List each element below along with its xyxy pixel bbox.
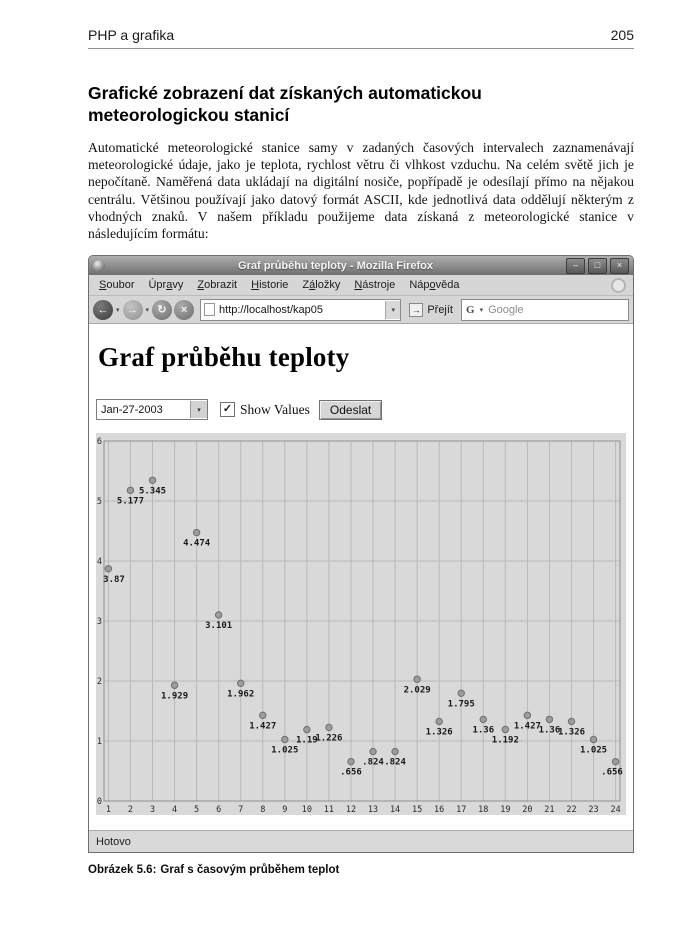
svg-text:3.101: 3.101 bbox=[205, 621, 233, 632]
svg-text:12: 12 bbox=[345, 805, 357, 816]
menu-soubor[interactable]: Soubor bbox=[99, 279, 135, 292]
menu-nastroje[interactable]: Nástroje bbox=[354, 279, 396, 292]
figure-caption-text: Graf s časovým průběhem teplot bbox=[160, 864, 340, 877]
go-button[interactable] bbox=[403, 301, 459, 319]
svg-text:1.36: 1.36 bbox=[472, 725, 495, 736]
menu-napoveda[interactable]: Nápověda bbox=[409, 279, 460, 292]
svg-text:1.962: 1.962 bbox=[227, 689, 255, 700]
svg-text:4.474: 4.474 bbox=[183, 538, 211, 549]
svg-text:18: 18 bbox=[478, 805, 489, 816]
book-page bbox=[88, 0, 634, 876]
svg-text:5.177: 5.177 bbox=[116, 496, 145, 507]
svg-text:.824: .824 bbox=[384, 757, 406, 768]
svg-text:0: 0 bbox=[96, 797, 102, 808]
svg-text:1.427: 1.427 bbox=[249, 721, 277, 732]
svg-text:.656: .656 bbox=[601, 768, 623, 779]
svg-text:7: 7 bbox=[238, 805, 244, 816]
svg-text:.656: .656 bbox=[340, 768, 362, 779]
webpage-controls bbox=[96, 399, 626, 420]
svg-text:5: 5 bbox=[96, 497, 102, 508]
forward-history-dropdown-icon[interactable]: ▾ bbox=[145, 306, 150, 314]
firefox-logo-icon bbox=[93, 260, 105, 272]
svg-text:23: 23 bbox=[588, 805, 599, 816]
go-button-label: Přejít bbox=[427, 303, 453, 316]
svg-text:2.029: 2.029 bbox=[403, 685, 431, 696]
menubar-items bbox=[92, 277, 466, 293]
webpage-heading: Graf průběhu teploty bbox=[98, 342, 350, 373]
search-bar[interactable] bbox=[461, 299, 629, 321]
svg-text:3: 3 bbox=[149, 805, 156, 816]
svg-text:1.192: 1.192 bbox=[491, 735, 519, 746]
svg-text:6: 6 bbox=[96, 437, 102, 448]
svg-text:16: 16 bbox=[434, 805, 445, 816]
running-head bbox=[88, 0, 634, 43]
checkmark-icon: ✓ bbox=[222, 403, 233, 416]
svg-text:10: 10 bbox=[301, 805, 312, 816]
url-dropdown-icon[interactable]: ▾ bbox=[385, 301, 400, 319]
svg-text:21: 21 bbox=[544, 805, 555, 816]
go-icon: → bbox=[409, 303, 423, 317]
svg-text:24: 24 bbox=[610, 805, 621, 816]
minimize-button[interactable]: – bbox=[566, 258, 585, 274]
statusbar bbox=[89, 830, 633, 852]
section-title: Grafické zobrazení dat získaných automatickou meteorologickou stanicí bbox=[88, 83, 482, 126]
svg-text:8: 8 bbox=[260, 805, 266, 816]
svg-text:20: 20 bbox=[522, 805, 533, 816]
menu-historie[interactable]: Historie bbox=[251, 279, 289, 292]
svg-text:.824: .824 bbox=[362, 757, 384, 768]
svg-text:11: 11 bbox=[323, 805, 335, 816]
figure-caption-label: Obrázek 5.6: bbox=[88, 864, 157, 877]
svg-text:4: 4 bbox=[96, 557, 102, 568]
svg-text:1: 1 bbox=[105, 805, 111, 816]
throbber-icon bbox=[611, 278, 626, 293]
svg-text:1.795: 1.795 bbox=[447, 699, 475, 710]
svg-text:3.87: 3.87 bbox=[103, 575, 125, 586]
svg-text:1.427: 1.427 bbox=[513, 721, 541, 732]
body-paragraph: Automatické meteorologické stanice samy v zadaných časových intervalech zaznamenávají meteorologické údaje, jako je teplota, rychlost větru či vlhkost vzduchu. Na celém světě jich je nepočítaně. Naměřená data ukládají na digitální nosiče, popřípadě je odesílají přímo na nějakou centrálu. Většinou používají jako datový formát ASCII, kde jednotlivá data oddělují některým z vhodných znaků. V našem příkladu použijeme data získaná z meteorologické stanice v následujícím formátu: bbox=[88, 139, 634, 242]
svg-text:1.36: 1.36 bbox=[538, 725, 561, 736]
date-select[interactable] bbox=[96, 399, 208, 420]
menu-zobrazit[interactable]: Zobrazit bbox=[197, 279, 238, 292]
stop-button[interactable]: × bbox=[174, 300, 194, 320]
url-input[interactable]: http://localhost/kap05 bbox=[219, 303, 323, 316]
svg-text:1.929: 1.929 bbox=[161, 691, 189, 702]
search-input[interactable]: Google bbox=[488, 303, 524, 316]
header-rule bbox=[88, 48, 634, 49]
svg-text:2: 2 bbox=[96, 677, 102, 688]
svg-text:4: 4 bbox=[172, 805, 178, 816]
svg-text:5: 5 bbox=[194, 805, 200, 816]
forward-button[interactable]: → bbox=[123, 300, 143, 320]
svg-text:15: 15 bbox=[412, 805, 423, 816]
svg-text:13: 13 bbox=[367, 805, 379, 816]
svg-text:5.345: 5.345 bbox=[138, 486, 167, 497]
svg-text:1.19: 1.19 bbox=[296, 735, 318, 746]
reload-button[interactable]: ↻ bbox=[152, 300, 172, 320]
svg-text:1.226: 1.226 bbox=[315, 733, 343, 744]
date-select-value: Jan-27-2003 bbox=[101, 403, 163, 416]
running-head-title: PHP a grafika bbox=[88, 27, 175, 43]
svg-text:1.025: 1.025 bbox=[579, 745, 608, 756]
svg-text:1.326: 1.326 bbox=[425, 727, 453, 738]
svg-text:1: 1 bbox=[96, 737, 102, 748]
temperature-chart-svg bbox=[96, 433, 626, 815]
svg-text:9: 9 bbox=[282, 805, 288, 816]
menu-upravy[interactable]: Úpravy bbox=[148, 279, 184, 292]
svg-text:22: 22 bbox=[566, 805, 577, 816]
svg-text:19: 19 bbox=[500, 805, 511, 816]
select-dropdown-icon: ▾ bbox=[190, 401, 207, 418]
svg-text:3: 3 bbox=[96, 617, 102, 628]
nav-toolbar bbox=[89, 296, 633, 324]
close-button[interactable]: × bbox=[610, 258, 629, 274]
svg-text:6: 6 bbox=[216, 805, 222, 816]
status-text: Hotovo bbox=[96, 835, 131, 848]
figure-caption bbox=[88, 864, 634, 876]
google-engine-icon: G bbox=[466, 303, 475, 316]
browser-viewport bbox=[89, 324, 633, 830]
page-number: 205 bbox=[610, 27, 634, 43]
window-title: Graf průběhu teploty - Mozilla Firefox bbox=[238, 259, 433, 272]
menubar bbox=[89, 275, 633, 296]
window-titlebar[interactable] bbox=[89, 256, 633, 275]
page-favicon-icon bbox=[204, 303, 215, 316]
svg-text:14: 14 bbox=[389, 805, 401, 816]
show-values-label: Show Values bbox=[240, 401, 310, 417]
url-bar[interactable] bbox=[200, 299, 401, 321]
show-values-checkbox[interactable] bbox=[220, 402, 235, 417]
svg-text:1.326: 1.326 bbox=[557, 727, 586, 738]
temperature-chart bbox=[96, 433, 626, 815]
maximize-button[interactable]: □ bbox=[588, 258, 607, 274]
svg-text:2: 2 bbox=[127, 805, 134, 816]
menu-zalozky[interactable]: Záložky bbox=[302, 279, 341, 292]
svg-text:1.025: 1.025 bbox=[271, 745, 299, 756]
back-history-dropdown-icon[interactable]: ▾ bbox=[116, 306, 120, 314]
submit-button[interactable]: Odeslat bbox=[319, 400, 382, 420]
back-button[interactable]: ← bbox=[93, 300, 113, 320]
svg-text:17: 17 bbox=[456, 805, 467, 816]
firefox-window bbox=[88, 255, 634, 853]
search-engine-dropdown-icon[interactable]: ▾ bbox=[479, 306, 484, 314]
